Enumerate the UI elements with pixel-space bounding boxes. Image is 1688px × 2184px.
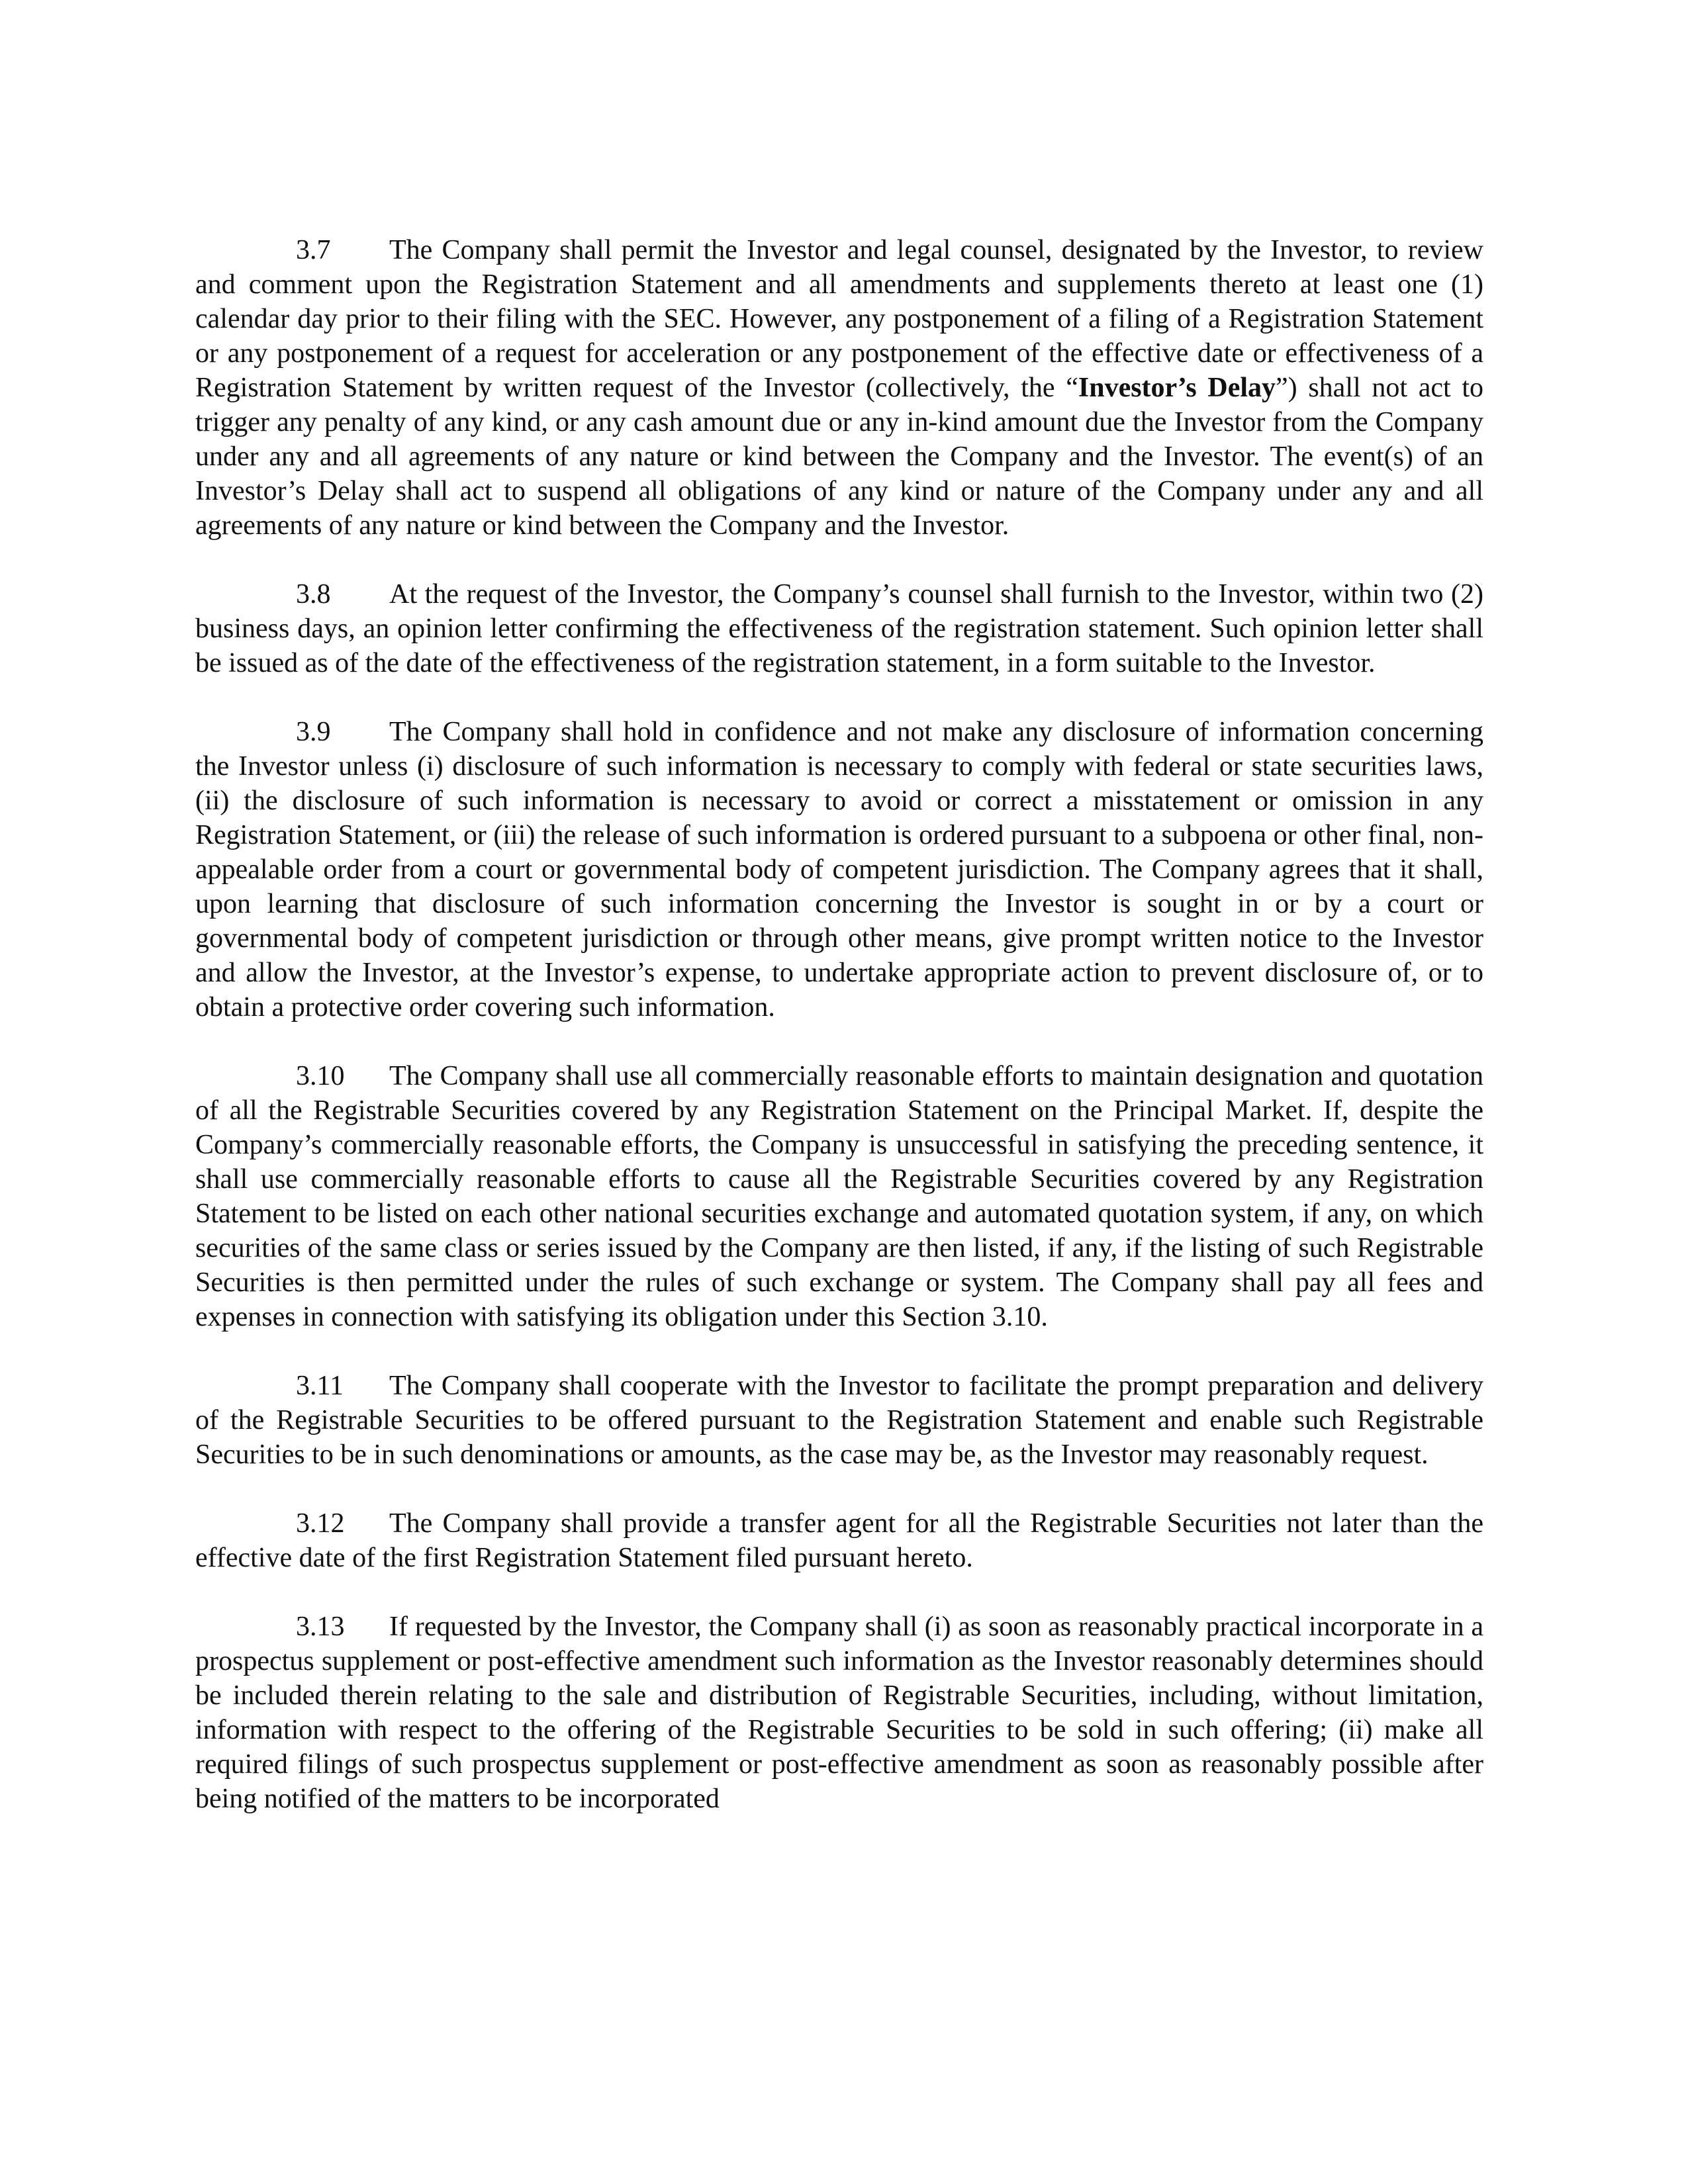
section-number: 3.11 (296, 1371, 344, 1401)
section-text: At the request of the Investor, the Company’s counsel shall furnish to the Investor, within two (2) business days, an opinion letter confirming the effectiveness of the registration statement. Such opinion letter shall be issued as of the date of the effectiveness of the registration statement, in a form suitable to the Investor. (195, 579, 1483, 678)
section-3-12 (195, 1506, 1483, 1575)
section-text-part-1: The Company shall permit the Investor and legal counsel, designated by the Investor, to review and comment upon the Registration Statement and all amendments and supplements thereto at least one (1) calendar day prior to their filing with the SEC. However, any postponement of a filing of a Registration Statement or any postponement of a request for acceleration or any postponement of the effective date or effectiveness of a Registration Statement by written request of the Investor (collectively, the “ (195, 235, 1483, 403)
section-number: 3.12 (296, 1508, 345, 1539)
section-3-13 (195, 1610, 1483, 1816)
section-text: The Company shall use all commercially reasonable efforts to maintain designation and quotation of all the Registrable Securities covered by any Registration Statement on the Principal Market. If, despite the Company’s commercially reasonable efforts, the Company is unsuccessful in satisfying the preceding sentence, it shall use commercially reasonable efforts to cause all the Registrable Securities covered by any Registration Statement to be listed on each other national securities exchange and automated quotation system, if any, on which securities of the same class or series issued by the Company are then listed, if any, if the listing of such Registrable Securities is then permitted under the rules of such exchange or system. The Company shall pay all fees and expenses in connection with satisfying its obligation under this Section 3.10. (195, 1061, 1483, 1332)
section-3-11 (195, 1369, 1483, 1472)
section-number: 3.9 (296, 717, 331, 747)
section-3-7 (195, 233, 1483, 543)
defined-term: Investor’s Delay (1078, 373, 1276, 403)
section-text: The Company shall provide a transfer agent for all the Registrable Securities not later than the effective date of the first Registration Statement filed pursuant hereto. (195, 1508, 1483, 1573)
section-number: 3.10 (296, 1061, 345, 1091)
section-text: The Company shall cooperate with the Investor to facilitate the prompt preparation and delivery of the Registrable Securities to be offered pursuant to the Registration Statement and enable such Registrable Securities to be in such denominations or amounts, as the case may be, as the Investor may reasonably request. (195, 1371, 1483, 1470)
section-text: If requested by the Investor, the Company shall (i) as soon as reasonably practical incorporate in a prospectus supplement or post-effective amendment such information as the Investor reasonably determines should be included therein relating to the sale and distribution of Registrable Securities, including, without limitation, information with respect to the offering of the Registrable Securities to be sold in such offering; (ii) make all required filings of such prospectus supplement or post-effective amendment as soon as reasonably possible after being notified of the matters to be incorporated (195, 1612, 1483, 1814)
section-text: The Company shall hold in confidence and not make any disclosure of information concerning the Investor unless (i) disclosure of such information is necessary to comply with federal or state securities laws, (ii) the disclosure of such information is necessary to avoid or correct a misstatement or omission in any Registration Statement, or (iii) the release of such information is ordered pursuant to a subpoena or other final, non-appealable order from a court or governmental body of competent jurisdiction. The Company agrees that it shall, upon learning that disclosure of such information concerning the Investor is sought in or by a court or governmental body of competent jurisdiction or through other means, give prompt written notice to the Investor and allow the Investor, at the Investor’s expense, to undertake appropriate action to prevent disclosure of, or to obtain a protective order covering such information. (195, 717, 1483, 1023)
section-number: 3.8 (296, 579, 331, 610)
section-3-10 (195, 1059, 1483, 1334)
section-3-8 (195, 577, 1483, 680)
section-3-9 (195, 715, 1483, 1024)
document-page (195, 233, 1483, 1816)
section-number: 3.13 (296, 1612, 345, 1642)
section-number: 3.7 (296, 235, 331, 265)
section-text-part-2: ”) shall not act to trigger any penalty of any kind, or any cash amount due or any in-kind amount due the Investor from the Company under any and all agreements of any nature or kind between the Company and the Investor. The event(s) of an Investor’s Delay shall act to suspend all obligations of any kind or nature of the Company under any and all agreements of any nature or kind between the Company and the Investor. (195, 373, 1483, 541)
